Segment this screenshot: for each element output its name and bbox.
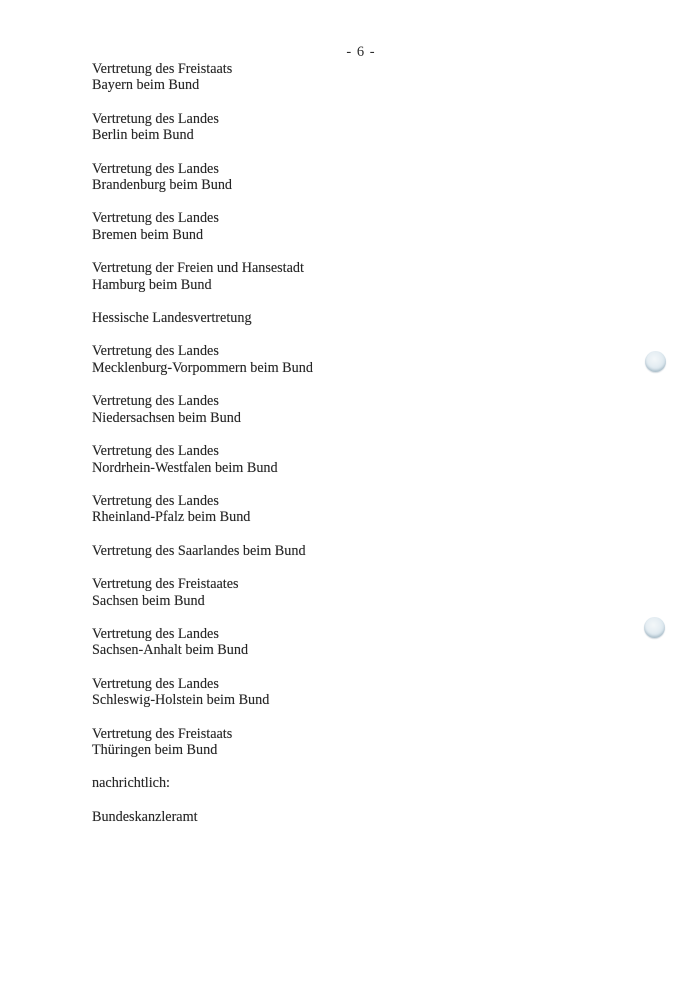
recipient-entry: Vertretung des Landes Rheinland-Pfalz beim Bund [92,492,251,526]
note-label: nachrichtlich: [92,775,170,792]
recipient-entry: Vertretung des Landes Nordrhein-Westfalen beim Bund [92,443,278,476]
recipient-entry: Vertretung des Freistaates Sachsen beim Bund [92,576,239,609]
recipient-entry: Vertretung des Landes Bremen beim Bund [92,210,219,243]
recipient-entry: Vertretung des Landes Schleswig-Holstein beim Bund [92,675,270,709]
page-number: - 6 - [346,44,376,60]
recipient-list [92,61,512,842]
recipient-entry: Vertretung des Saarlandes beim Bund [92,542,306,559]
recipient-entry: Vertretung des Landes Niedersachsen beim Bund [92,393,241,426]
recipient-entry: Vertretung des Freistaats Bayern beim Bund [92,61,233,94]
recipient-entry: Vertretung des Landes Berlin beim Bund [92,110,219,144]
recipient-entry: Vertretung der Freien und Hansestadt Hamburg beim Bund [92,260,304,293]
recipient-entry: Vertretung des Freistaats Thüringen beim Bund [92,725,233,758]
recipient-entry: Vertretung des Landes Mecklenburg-Vorpommern beim Bund [92,343,313,376]
note-recipient: Bundeskanzleramt [92,808,198,825]
punch-hole-artifact [645,351,666,372]
recipient-entry: Hessische Landesvertretung [92,310,252,327]
recipient-entry: Vertretung des Landes Brandenburg beim Bund [92,160,233,194]
recipient-entry: Vertretung des Landes Sachsen-Anhalt beim Bund [92,625,249,659]
punch-hole-artifact [644,617,665,638]
